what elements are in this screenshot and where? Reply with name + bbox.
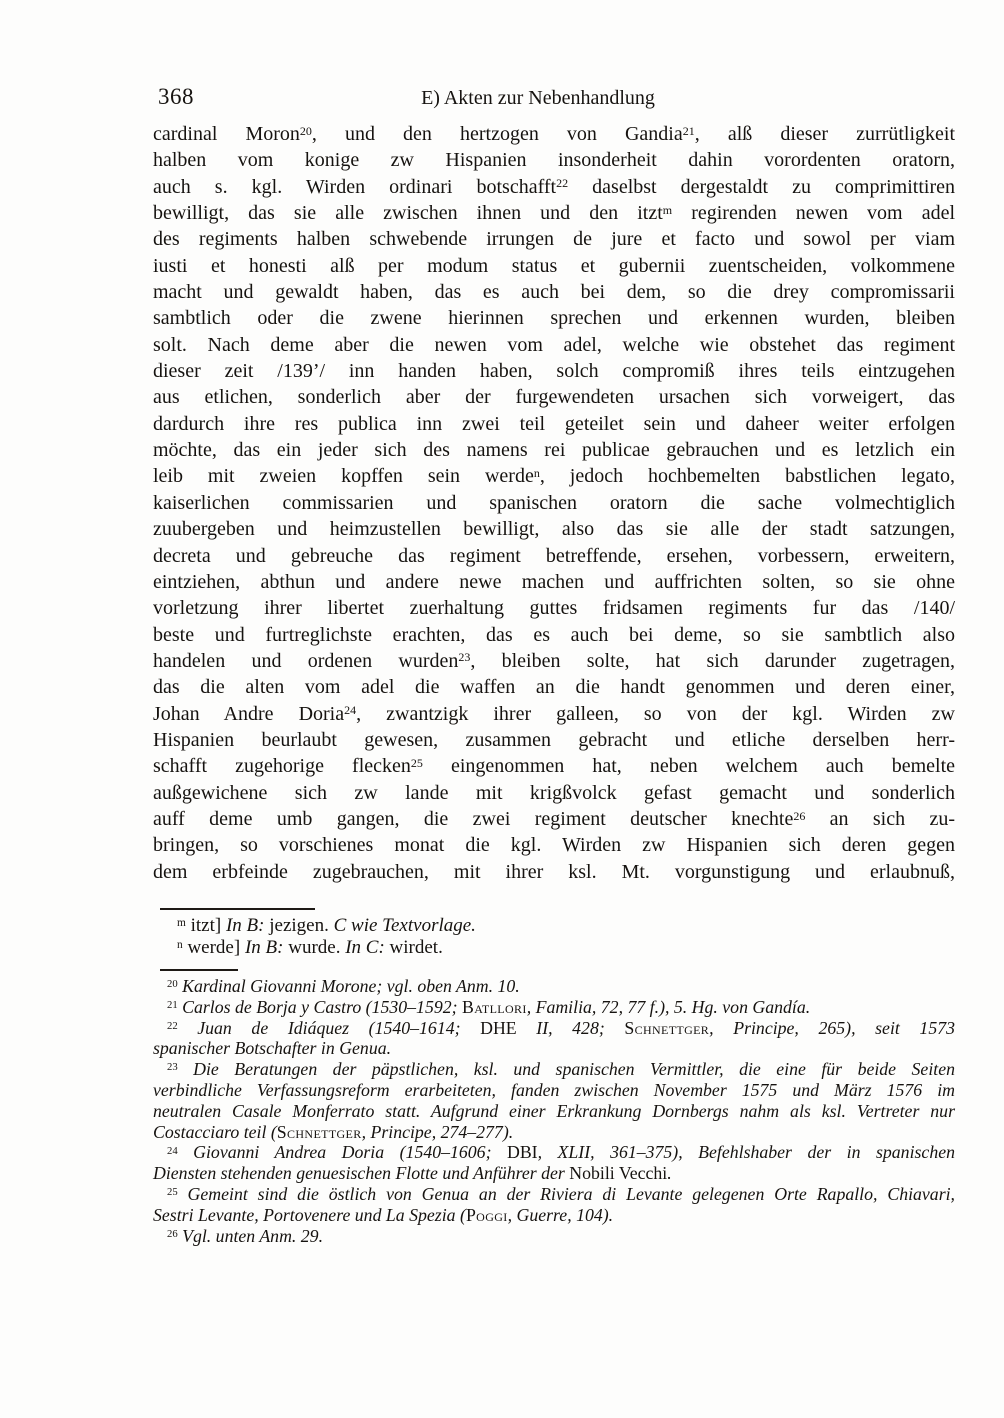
critical-apparatus	[153, 915, 955, 959]
apparatus-separator-rule	[160, 908, 315, 910]
footnote-line: spanischer Botschafter in Genua.	[153, 1038, 392, 1059]
footnote	[153, 1226, 955, 1247]
footnote-line: $^{21}$ Carlos de Borja y Castro (1530–1592; Batllori, Familia, 72, 77 f.), 5. Hg. von Gandía.	[167, 996, 811, 1017]
apparatus-note: $^n$ werde] In B: wurde. In C: wirdet.	[177, 936, 443, 958]
footnote-line: $^{26}$ Vgl. unten Anm. 29.	[167, 1225, 324, 1246]
body-line: solt. Nach deme aber die newen vom adel, welche wie obstehet das regiment	[153, 333, 955, 356]
body-line: iusti et honesti alß per modum status et gubernii zuentscheiden, volkommene	[153, 254, 955, 277]
footnotes-block	[153, 976, 955, 1246]
body-line: auff deme umb gangen, die zwei regiment deutscher knechte$^{26}$ an sich zu-	[153, 807, 955, 830]
body-line: auch s. kgl. Wirden ordinari botschafft$^{22}$ daselbst dergestaldt zu comprimittiren	[153, 175, 955, 198]
body-line: macht und gewaldt haben, das es auch bei dem, so die drey compromissarii	[153, 281, 955, 304]
footnote	[153, 1184, 955, 1226]
body-line: aus etlichen, sonderlich aber der furgewendeten ursachen sich vorweigert, das	[153, 386, 955, 409]
body-line: eintziehen, abthun und andere newe machen und auffrichten solten, so sie ohne	[153, 570, 955, 593]
footnote-line: $^{22}$ Juan de Idiáquez (1540–1614; DHE II, 428; Schnettger, Principe, 265), seit 1573	[167, 1017, 955, 1038]
footnote-line: neutralen Casale Monferrato statt. Aufgrund einer Erkrankung Dornbergs nahm als ksl. Vertreter nur	[153, 1100, 955, 1121]
body-line: vorletzung ihrer libertet zuerhaltung guttes fridsamen regiments fur das /140/	[153, 597, 955, 620]
body-line: halben vom konige zw Hispanien insonderheit dahin vorordenten oratorn,	[153, 149, 955, 172]
body-line: dem erbfeinde zugebrauchen, mit ihrer ksl. Mt. vorgunstigung und erlaubnuß,	[153, 860, 955, 883]
footnote	[153, 1142, 955, 1184]
body-line: kaiserlichen commissarien und spanischen oratorn die sache volmechtiglich	[153, 491, 955, 514]
body-line: möchte, das ein jeder sich des namens rei publicae gebrauchen und es letzlich ein	[153, 439, 955, 462]
footnote-line: Diensten stehenden genuesischen Flotte und Anführer der Nobili Vecchi.	[153, 1163, 672, 1184]
footnote	[153, 976, 955, 997]
body-line: cardinal Moron$^{20}$, und den hertzogen von Gandia$^{21}$, alß dieser zurrütligkeit	[153, 123, 955, 145]
footnote-line: $^{20}$ Kardinal Giovanni Morone; vgl. oben Anm. 10.	[167, 976, 520, 996]
footnote-line: Sestri Levante, Portovenere und La Spezia (Poggi, Guerre, 104).	[153, 1204, 614, 1225]
footnote	[153, 997, 955, 1018]
body-line: außgewichene sich zw lande mit krigßvolck gefast gemacht und sonderlich	[153, 781, 955, 804]
page-header	[153, 84, 955, 110]
body-line: dardurch ihre res publica inn zwei teil geteilet sein und daheer weiter erfolgen	[153, 412, 955, 435]
footnote	[153, 1018, 955, 1060]
apparatus-note: $^m$ itzt] In B: jezigen. C wie Textvorlage.	[177, 915, 476, 936]
body-line: beste und furtreglichste erachten, das es auch bei deme, so sie sambtlich also	[153, 623, 955, 646]
page-number: 368	[158, 84, 194, 109]
footnote	[153, 1059, 955, 1142]
footnote-line: verbindliche Verfassungsreform erarbeiteten, fanden zwischen November 1575 und März 1576 im	[153, 1079, 955, 1100]
main-text-block	[153, 121, 955, 885]
body-line: das die alten vom adel die waffen an die handt genommen und deren einer,	[153, 676, 955, 699]
footnote-line: $^{23}$ Die Beratungen der päpstlichen, ksl. und spanischen Vermittler, die eine für beide Seiten	[167, 1059, 955, 1080]
body-line: Hispanien beurlaubt gewesen, zusammen gebracht und etliche derselben herr-	[153, 728, 955, 751]
body-line: handelen und ordenen wurden$^{23}$, bleiben solte, hat sich darunder zugetragen,	[153, 649, 955, 672]
body-line: sambtlich oder die zwene hierinnen sprechen und erkennen wurden, bleiben	[153, 307, 955, 330]
footnote-line: $^{25}$ Gemeint sind die östlich von Genua an der Riviera di Levante gelegenen Orte Rapallo, Chiavari,	[167, 1183, 955, 1204]
footnote-line: $^{24}$ Giovanni Andrea Doria (1540–1606; DBI, XLII, 361–375), Befehlshaber der in spanischen	[167, 1142, 955, 1163]
body-line: dieser zeit /139’/ inn handen haben, solch compromiß ihres teils eintzugehen	[153, 360, 955, 383]
body-line: des regiments halben schwebende irrungen de jure et facto und sowol per viam	[153, 228, 955, 251]
body-line: zuubergeben und heimzustellen bewilligt, also das sie alle der stadt satzungen,	[153, 518, 955, 541]
footnote-separator-rule	[160, 969, 238, 971]
body-line: schafft zugehorige flecken$^{25}$ eingenommen hat, neben welchem auch bemelte	[153, 755, 956, 778]
body-line: leib mit zweien kopffen sein werde$^n$, jedoch hochbemelten babstlichen legato,	[153, 465, 955, 488]
body-line: bewilligt, das sie alle zwischen ihnen und den itzt$^m$ regirenden newen vom adel	[153, 202, 955, 225]
running-head: E) Akten zur Nebenhandlung	[421, 87, 655, 109]
footnote-line: Costacciaro teil (Schnettger, Principe, 274–277).	[153, 1121, 514, 1142]
body-line: bringen, so vorschienes monat die kgl. Wirden zw Hispanien sich deren gegen	[153, 834, 955, 857]
body-line: Johan Andre Doria$^{24}$, zwantzigk ihrer galleen, so von der kgl. Wirden zw	[153, 702, 955, 725]
body-line: decreta und gebreuche das regiment betreffende, ersehen, vorbessern, erweitern,	[153, 544, 955, 567]
